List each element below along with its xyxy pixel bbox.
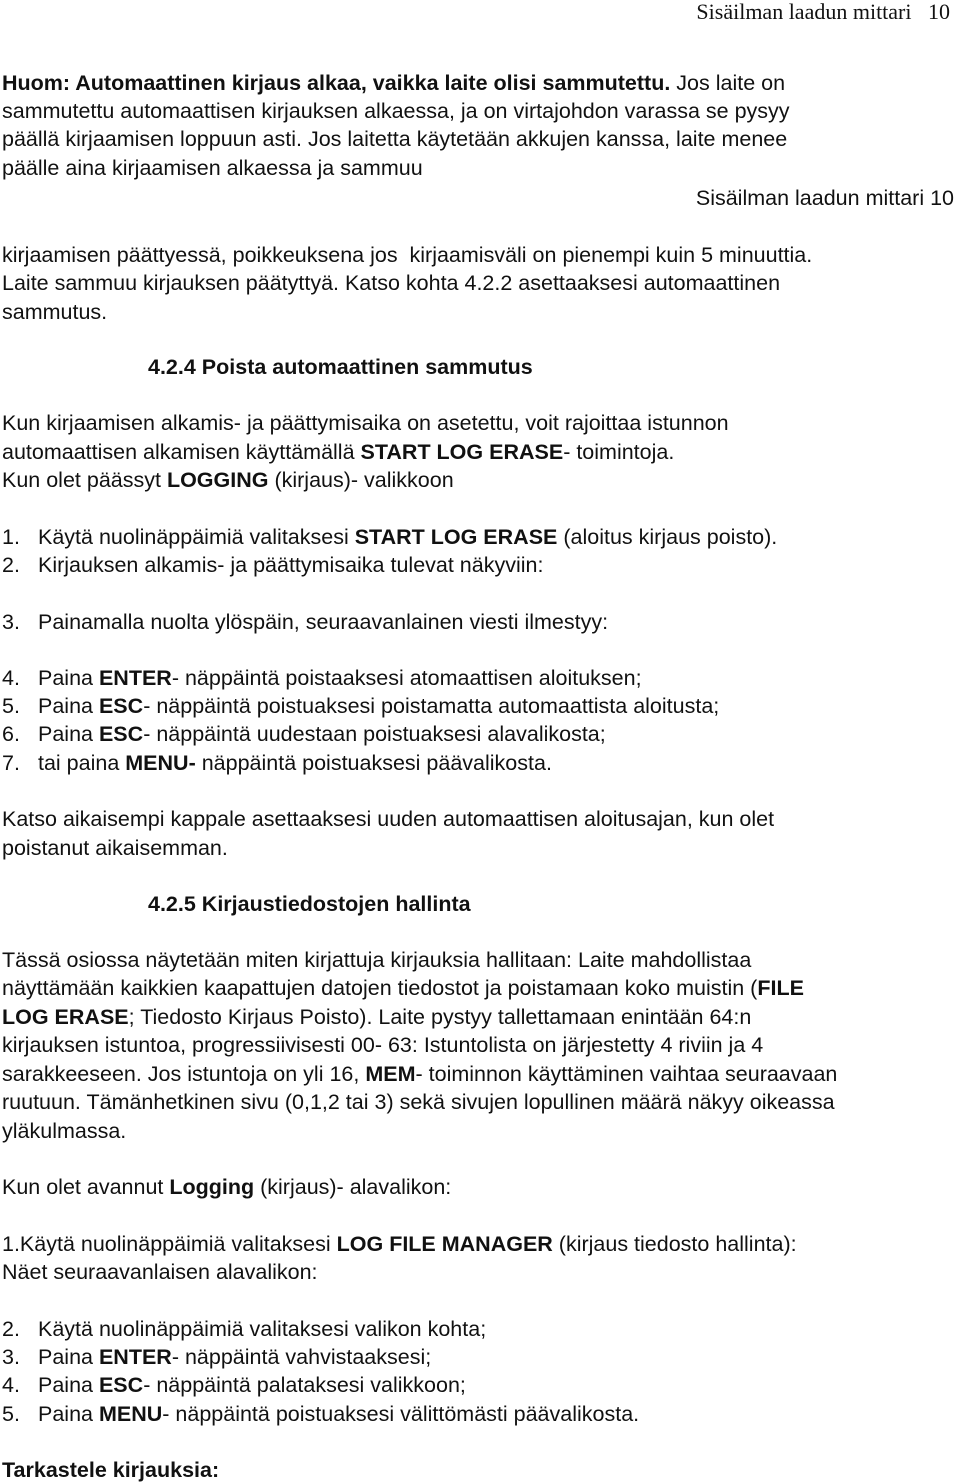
paragraph-line: kirjauksen istuntoa, progressiivisesti 00- 63: Istuntolista on järjestetty 4 riviin ja 4 <box>2 1033 764 1057</box>
inline-page-header: Sisäilman laadun mittari 10 <box>695 186 954 210</box>
subheading-view-logs: Tarkastele kirjauksia: <box>2 1458 220 1482</box>
list-item: 3. Painamalla nuolta ylöspäin, seuraavanlainen viesti ilmestyy: <box>2 610 609 634</box>
paragraph-line: Katso aikaisempi kappale asettaaksesi uuden automaattisen aloitusajan, kun olet <box>2 807 775 831</box>
paragraph-line: yläkulmassa. <box>2 1119 127 1143</box>
paragraph-line: näyttämään kaikkien kaapattujen datojen tiedostot ja poistamaan koko muistin (FILE <box>2 976 804 1000</box>
note-line-4: päälle aina kirjaamisen alkaessa ja sammuu <box>2 156 423 180</box>
paragraph-line: poistanut aikaisemman. <box>2 836 228 860</box>
note-label: Huom <box>2 71 63 95</box>
list-item: 3. Paina ENTER- näppäintä vahvistaaksesi; <box>2 1345 432 1369</box>
section-heading-4-2-5: 4.2.5 Kirjaustiedostojen hallinta <box>148 892 471 916</box>
list-item: 1. Käytä nuolinäppäimiä valitaksesi START LOG ERASE (aloitus kirjaus poisto). <box>2 525 778 549</box>
list-item: 4. Paina ENTER- näppäintä poistaaksesi atomaattisen aloituksen; <box>2 666 642 690</box>
list-item: 2. Käytä nuolinäppäimiä valitaksesi valikon kohta; <box>2 1317 487 1341</box>
note-line-7: sammutus. <box>2 300 108 324</box>
list-item: 2. Kirjauksen alkamis- ja päättymisaika tulevat näkyviin: <box>2 553 544 577</box>
header-title: Sisäilman laadun mittari <box>696 0 912 24</box>
page-number: 10 <box>928 0 950 24</box>
note-line-5: kirjaamisen päättyessä, poikkeuksena jos kirjaamisväli on pienempi kuin 5 minuuttia. <box>2 243 813 267</box>
paragraph-line: Kun olet päässyt LOGGING (kirjaus)- valikkoon <box>2 468 454 492</box>
paragraph-line: Kun olet avannut Logging (kirjaus)- alavalikon: <box>2 1175 452 1199</box>
paragraph-line: LOG ERASE; Tiedosto Kirjaus Poisto). Laite pystyy tallettamaan enintään 64:n <box>2 1005 752 1029</box>
note-line-6: Laite sammuu kirjauksen päätyttyä. Katso kohta 4.2.2 asettaaksesi automaattinen <box>2 271 781 295</box>
list-item: 4. Paina ESC- näppäintä palataksesi valikkoon; <box>2 1373 466 1397</box>
paragraph-line: Näet seuraavanlaisen alavalikon: <box>2 1260 318 1284</box>
page-header <box>696 0 950 24</box>
paragraph-line: Kun kirjaamisen alkamis- ja päättymisaika on asetettu, voit rajoittaa istunnon <box>2 411 729 435</box>
list-item: 5. Paina MENU- näppäintä poistuaksesi välittömästi päävalikosta. <box>2 1402 640 1426</box>
note-line-2: sammutettu automaattisen kirjauksen alkaessa, ja on virtajohdon varassa se pysyy <box>2 99 790 123</box>
paragraph-line: sarakkeeseen. Jos istuntoja on yli 16, MEM- toiminnon käyttäminen vaihtaa seuraavaan <box>2 1062 838 1086</box>
note-line-3: päällä kirjaamisen loppuun asti. Jos laitetta käytetään akkujen kanssa, laite menee <box>2 127 788 151</box>
section-heading-4-2-4: 4.2.4 Poista automaattinen sammutus <box>148 355 533 379</box>
note-bold-text: : Automaattinen kirjaus alkaa, vaikka laite olisi sammutettu. <box>62 71 671 95</box>
paragraph-line: Tässä osiossa näytetään miten kirjattuja kirjauksia hallitaan: Laite mahdollistaa <box>2 948 752 972</box>
note-line-1: Huom: Automaattinen kirjaus alkaa, vaikka laite olisi sammutettu. Jos laite on <box>2 71 786 95</box>
paragraph-line: ruutuun. Tämänhetkinen sivu (0,1,2 tai 3) sekä sivujen lopullinen määrä näkyy oikeassa <box>2 1090 835 1114</box>
list-item: 6. Paina ESC- näppäintä uudestaan poistuaksesi alavalikosta; <box>2 722 606 746</box>
list-item: 7. tai paina MENU- näppäintä poistuaksesi päävalikosta. <box>2 751 552 775</box>
paragraph-line: 1.Käytä nuolinäppäimiä valitaksesi LOG FILE MANAGER (kirjaus tiedosto hallinta): <box>2 1232 797 1256</box>
paragraph-line: automaattisen alkamisen käyttämällä START LOG ERASE- toimintoja. <box>2 440 675 464</box>
list-item: 5. Paina ESC- näppäintä poistuaksesi poistamatta automaattista aloitusta; <box>2 694 720 718</box>
